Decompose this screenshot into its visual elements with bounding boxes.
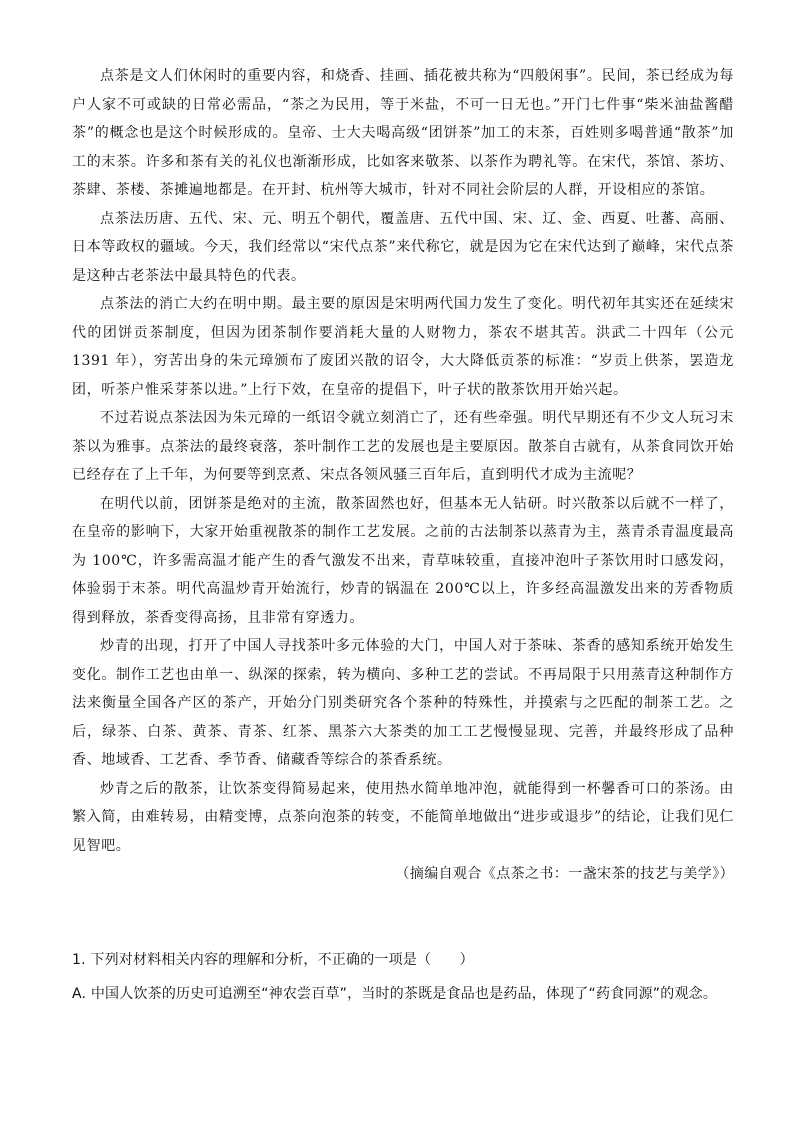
article-body xyxy=(72,62,734,888)
paragraph-5: 在明代以前，团饼茶是绝对的主流，散茶固然也好，但基本无人钻研。时兴散茶以后就不一样了，在皇帝的影响下，大家开始重视散茶的制作工艺发展。之前的古法制茶以蒸青为主，蒸青杀青温度最高为 100℃，许多需高温才能产生的香气激发不出来，青草味较重，直接冲泡叶子茶饮用时口感发闷，体验弱于末茶。明代高温炒青开始流行，炒青的锅温在 200℃以上，许多经高温激发出来的芳香物质得到释放，茶香变得高扬，且非常有穿透力。 xyxy=(72,495,734,626)
option-a: A. 中国人饮茶的历史可追溯至“神农尝百草”，当时的茶既是食品也是药品，体现了“药食同源”的观念。 xyxy=(72,986,718,1002)
question-block xyxy=(72,943,752,1011)
paragraph-7: 炒青之后的散茶，让饮茶变得简易起来，使用热水简单地冲泡，就能得到一杯馨香可口的茶汤。由繁入简，由难转易，由精变博，点茶向泡茶的转变，不能简单地做出“进步或退步”的结论，让我们见仁见智吧。 xyxy=(72,780,734,854)
paragraph-1: 点茶是文人们休闲时的重要内容，和烧香、挂画、插花被共称为“四般闲事”。民间，茶已经成为每户人家不可或缺的日常必需品，“茶之为民用，等于米盐，不可一日无也。”开门七件事“柴米油盐酱醋茶”的概念也是这个时候形成的。皇帝、士大夫喝高级“团饼茶”加工的末茶，百姓则多喝普通“散茶”加工的末茶。许多和茶有关的礼仪也渐渐形成，比如客来敬茶、以茶作为聘礼等。在宋代，茶馆、茶坊、茶肆、茶楼、茶摊遍地都是。在开封、杭州等大城市，针对不同社会阶层的人群，开设相应的茶馆。 xyxy=(72,68,734,198)
paragraph-4: 不过若说点茶法因为朱元璋的一纸诏令就立刻消亡了，还有些牵强。明代早期还有不少文人玩习末茶以为雅事。点茶法的最终衰落，茶叶制作工艺的发展也是主要原因。散茶自古就有，从茶食同饮开始已经存在了上千年，为何要等到烹煮、宋点各领风骚三百年后，直到明代才成为主流呢？ xyxy=(72,410,734,483)
paragraph-3: 点茶法的消亡大约在明中期。最主要的原因是宋明两代国力发生了变化。明代初年其实还在延续宋代的团饼贡茶制度，但因为团茶制作要消耗大量的人财物力，茶农不堪其苦。洪武二十四年（公元 1391 年），穷苦出身的朱元璋颁布了废团兴散的诏令，大大降低贡茶的标准：“岁贡上供茶，罢造龙团，听茶户惟采芽茶以进。”上行下效，在皇帝的提倡下，叶子状的散茶饮用开始兴起。 xyxy=(72,296,734,398)
paragraph-6: 炒青的出现，打开了中国人寻找茶叶多元体验的大门，中国人对于茶味、茶香的感知系统开始发生变化。制作工艺也由单一、纵深的探索，转为横向、多种工艺的尝试。不再局限于只用蒸青这种制作方法来衡量全国各产区的茶产，开始分门别类研究各个茶种的特殊性，并摸索与之匹配的制茶工艺。之后，绿茶、白茶、黄茶、青茶、红茶、黑茶六大茶类的加工工艺慢慢显现、完善，并最终形成了品种香、地域香、工艺香、季节香、储藏香等综合的茶香系统。 xyxy=(72,638,734,768)
paragraph-2: 点茶法历唐、五代、宋、元、明五个朝代，覆盖唐、五代中国、宋、辽、金、西夏、吐蕃、高丽、日本等政权的疆域。今天，我们经常以“宋代点茶”来代称它，就是因为它在宋代达到了巅峰，宋代点茶是这种古老茶法中最具特色的代表。 xyxy=(72,210,734,284)
source-citation: （摘编自观合《点茶之书：一盏宋茶的技艺与美学》） xyxy=(395,866,734,882)
question-stem: 1. 下列对材料相关内容的理解和分析，不正确的一项是（ ） xyxy=(72,952,474,968)
